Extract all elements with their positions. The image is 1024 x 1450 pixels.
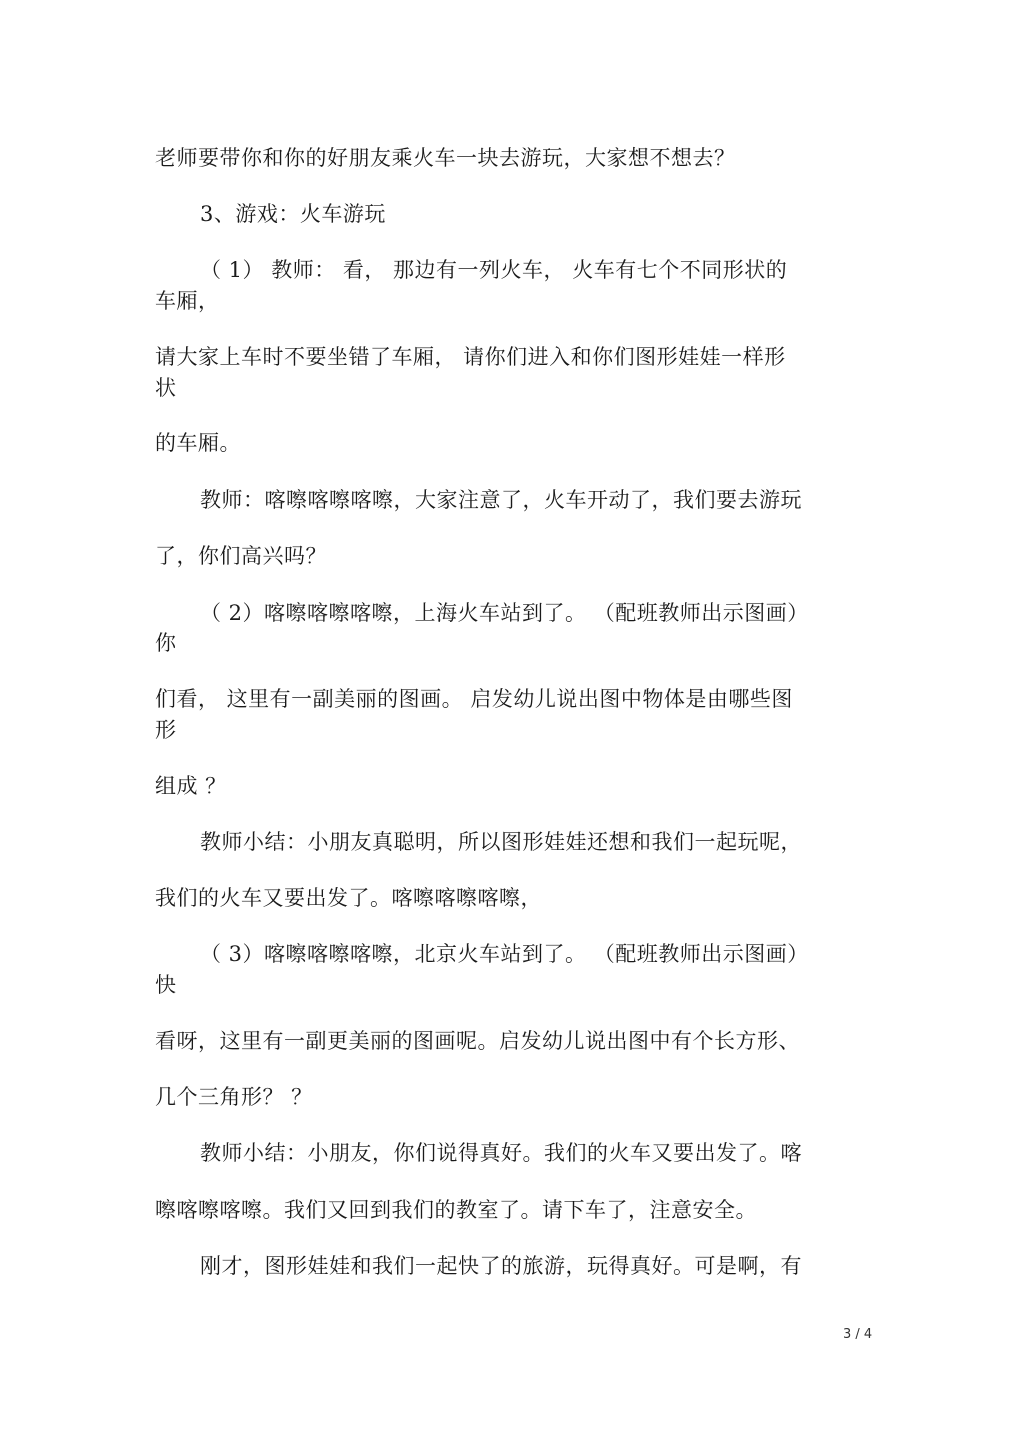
text-line: 了，你们高兴吗？ [155,544,327,568]
text-line: 你 [155,631,177,655]
text-line: （ 3）喀嚓喀嚓喀嚓，北京火车站到了。 （配班教师出示图画） [200,942,809,966]
text-line: 教师小结：小朋友真聪明，所以图形娃娃还想和我们一起玩呢， [200,830,802,854]
text-line: 的车厢。 [155,431,241,455]
text-line: 几个三角形？ ？ [155,1085,313,1109]
text-line: （ 2）喀嚓喀嚓喀嚓，上海火车站到了。 （配班教师出示图画） [200,601,809,625]
page-number: 3 / 4 [843,1327,873,1342]
text-line: 看呀，这里有一副更美丽的图画呢。启发幼儿说出图中有个长方形、 [155,1029,800,1053]
text-line: 嚓喀嚓喀嚓。我们又回到我们的教室了。请下车了，注意安全。 [155,1198,757,1222]
text-line: 我们的火车又要出发了。喀嚓喀嚓喀嚓， [155,886,542,910]
text-line: 请大家上车时不要坐错了车厢， 请你们进入和你们图形娃娃一样形 [155,345,786,369]
text-line: 状 [155,376,177,400]
text-line: 教师：喀嚓喀嚓喀嚓，大家注意了，火车开动了，我们要去游玩 [200,488,802,512]
text-line: 教师小结：小朋友，你们说得真好。我们的火车又要出发了。喀 [200,1141,802,1165]
text-line: 们看， 这里有一副美丽的图画。 启发幼儿说出图中物体是由哪些图 [155,687,793,711]
text-line: 车厢， [155,289,220,313]
text-line: （ 1） 教师： 看， 那边有一列火车， 火车有七个不同形状的 [200,258,788,282]
text-line: 形 [155,718,177,742]
section-heading: 3、游戏：火车游玩 [200,202,386,226]
text-line: 刚才，图形娃娃和我们一起快了的旅游，玩得真好。可是啊，有 [200,1254,802,1278]
text-line: 老师要带你和你的好朋友乘火车一块去游玩，大家想不想去？ [155,146,736,170]
text-line: 快 [155,973,177,997]
text-line: 组成 ？ [155,774,227,798]
